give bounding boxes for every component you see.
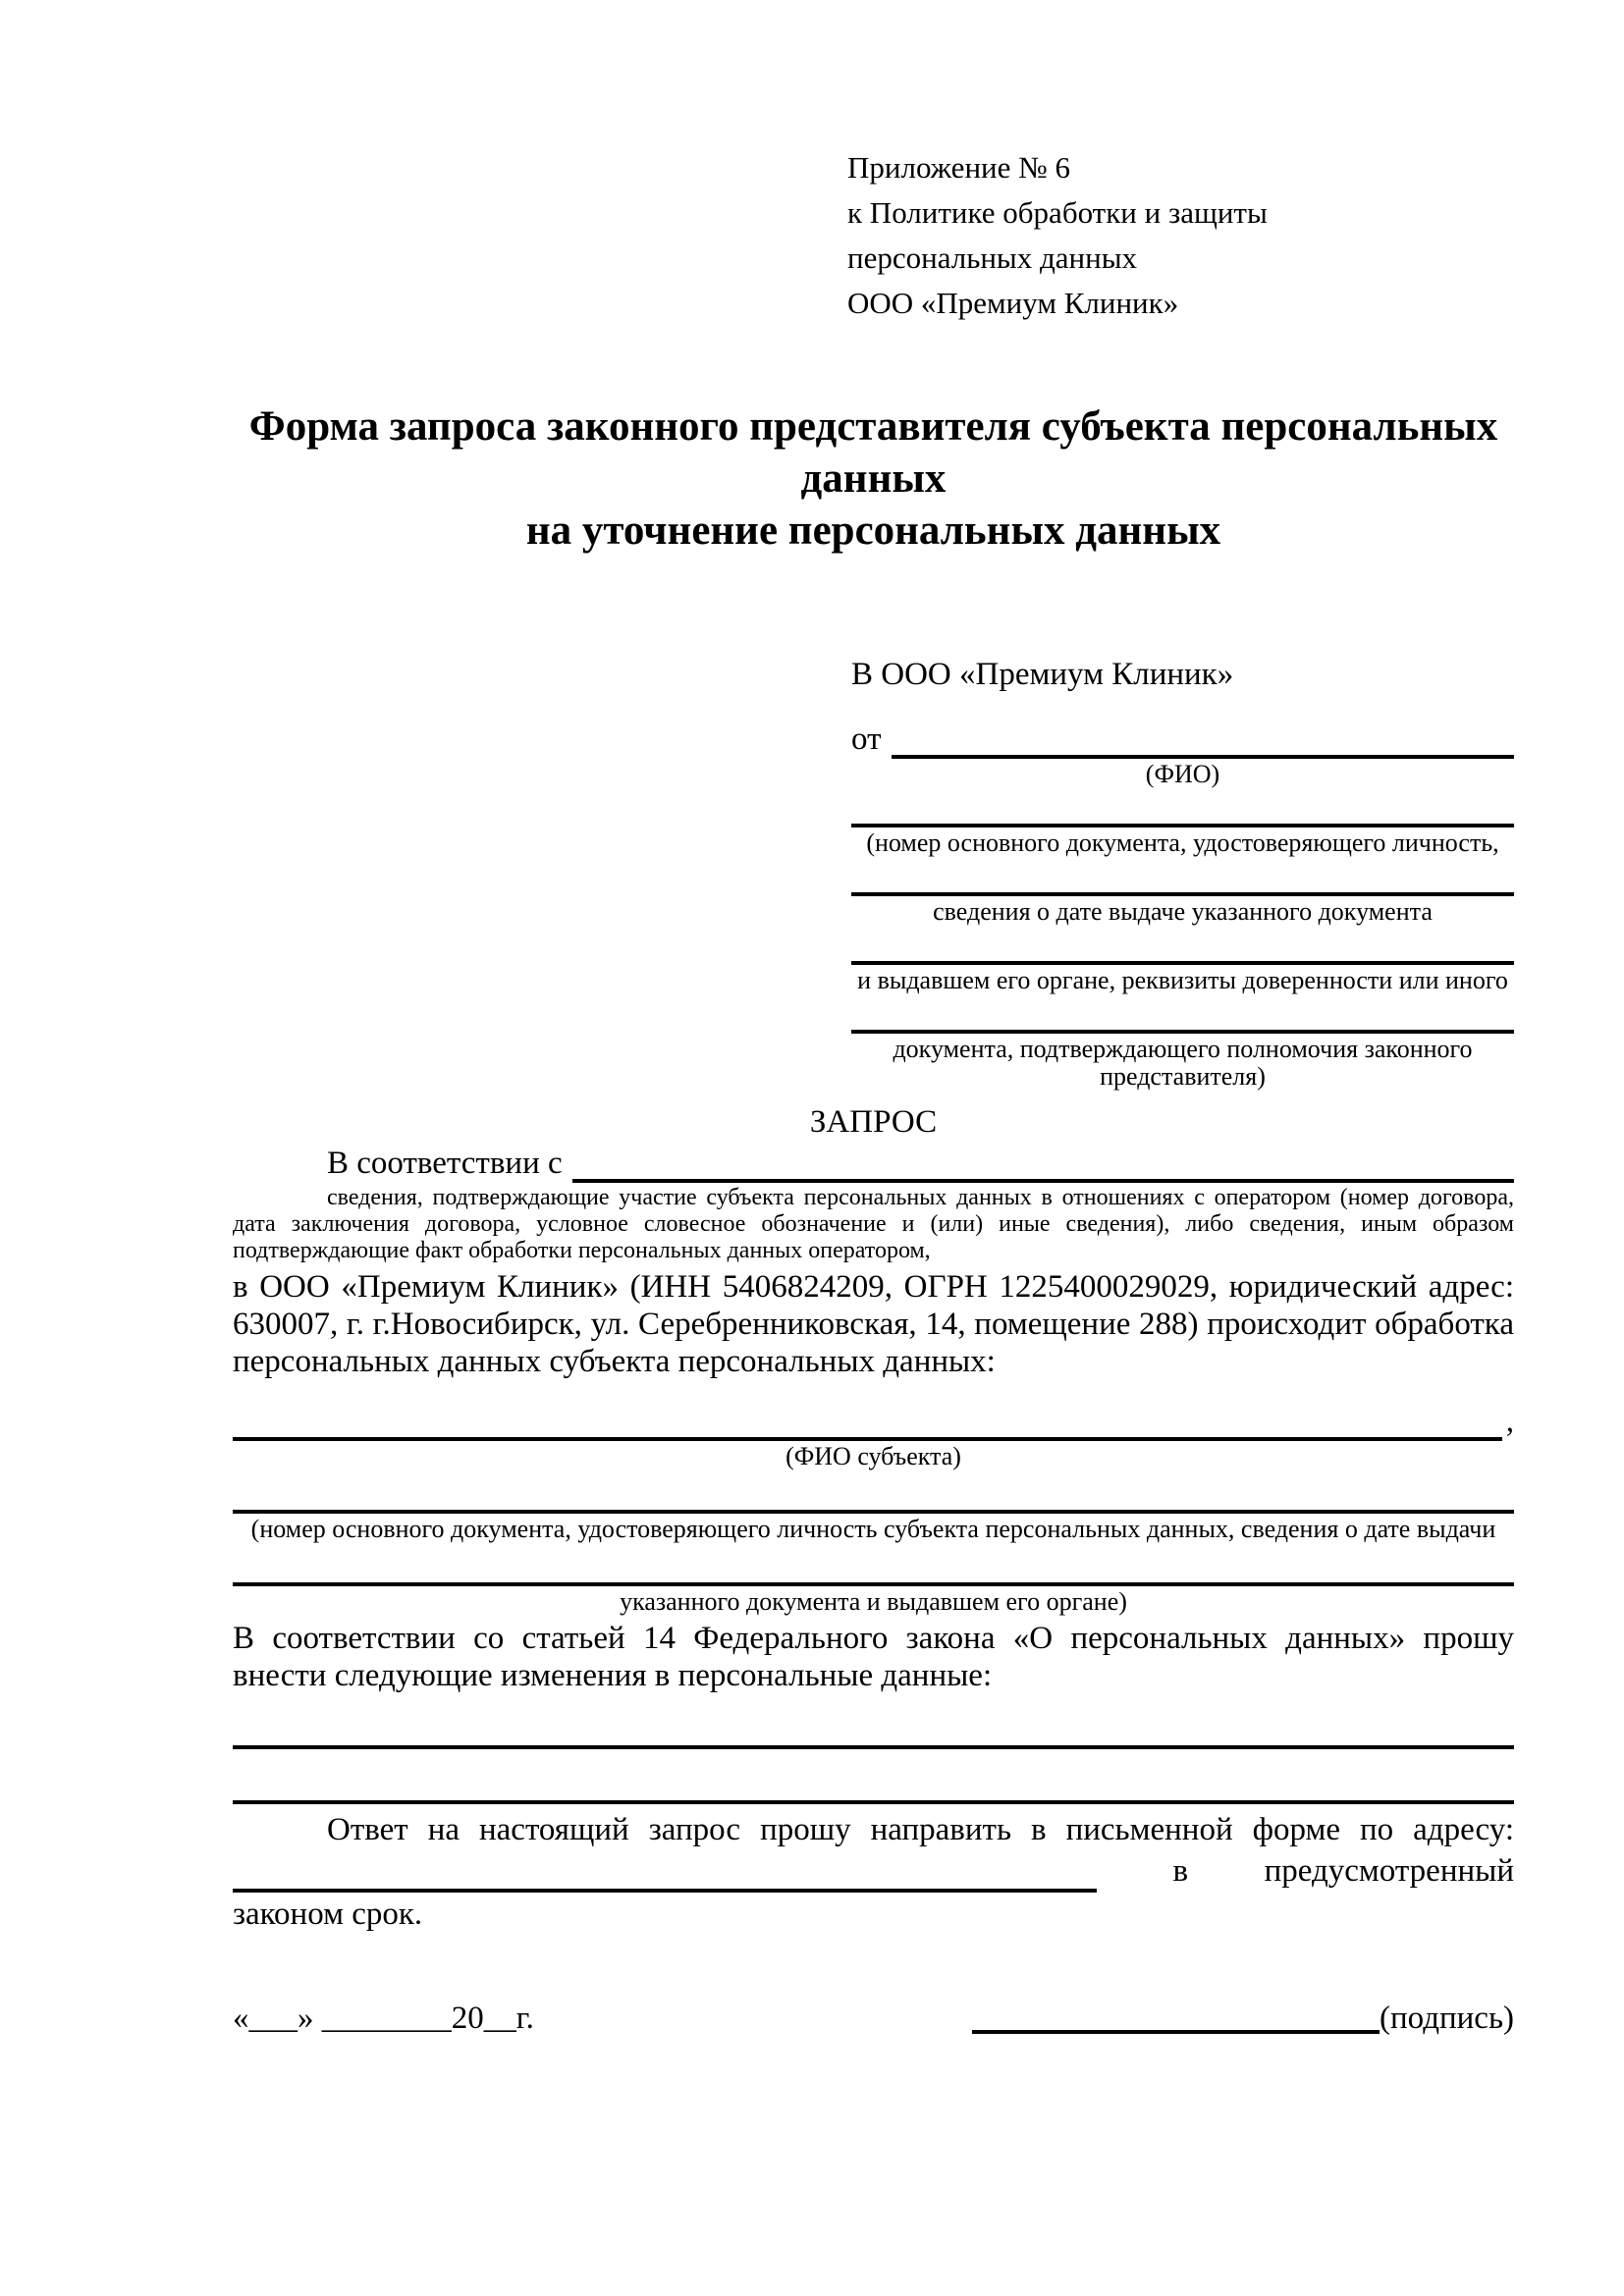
changes-fill-line-2: [233, 1749, 1514, 1804]
issue-date-field: [851, 857, 1514, 926]
document-title-line1: Форма запроса законного представителя субъекта персональных данных: [248, 403, 1498, 502]
issue-date-fill-line: [851, 857, 1514, 896]
response-word2: предусмотренный: [1264, 1853, 1514, 1889]
accordance-row: [233, 1144, 1514, 1183]
issuing-authority-caption: и выдавшем его органе, реквизиты доверенности или иного: [857, 966, 1508, 994]
subject-issuer-field: [233, 1543, 1514, 1616]
date-signature-row: [233, 1997, 1514, 2040]
date-blank: «___» ________20__г.: [233, 2001, 534, 2036]
response-address-row: [233, 1849, 1514, 1893]
request-heading: ЗАПРОС: [809, 1104, 938, 1140]
operator-paragraph: в ООО «Премиум Клиник» (ИНН 5406824209, ОГРН 1225400029029, юридический адрес: 630007, г. г.Новосибирск, ул. Серебренниковская, 14, помещение 288) происходит обработка персональных данных субъекта персональных данных:: [233, 1269, 1514, 1379]
from-label: от: [851, 721, 882, 757]
appendix-line: персональных данных: [847, 240, 1138, 275]
power-of-attorney-fill-line: [851, 994, 1514, 1034]
power-of-attorney-caption: документа, подтверждающего полномочия законного представителя): [893, 1035, 1473, 1091]
trailing-comma: ,: [1505, 1404, 1514, 1439]
power-of-attorney-field: [851, 994, 1514, 1091]
accordance-fill-line: [572, 1144, 1514, 1183]
address-fill-line: [233, 1849, 1097, 1893]
subject-document-caption: (номер основного документа, удостоверяющего личность субъекта персональных данных, сведения о дате выдачи: [250, 1515, 1496, 1543]
appendix-line: Приложение № 6: [847, 150, 1070, 185]
document-number-caption: (номер основного документа, удостоверяющего личность,: [866, 828, 1499, 857]
document-number-fill-line: [851, 788, 1514, 828]
addressee-from-row: [851, 720, 1514, 759]
addressee-to: В ООО «Премиум Клиник»: [851, 657, 1234, 692]
fio-fill-line: [892, 720, 1515, 759]
appendix-header: [847, 0, 1514, 326]
response-line1: Ответ на настоящий запрос прошу направить в письменной форме по адресу:: [327, 1812, 1514, 1847]
addressee-block: [851, 655, 1514, 1091]
document-title-line2: на уточнение персональных данных: [525, 507, 1221, 554]
issuing-authority-field: [851, 926, 1514, 994]
subject-document-field: [233, 1470, 1514, 1543]
subject-fio-caption: (ФИО субъекта): [785, 1442, 961, 1470]
issuing-authority-fill-line: [851, 926, 1514, 965]
response-word1: в: [1172, 1853, 1189, 1889]
subject-fio-fill-line: [233, 1402, 1502, 1441]
signature-caption: (подпись): [1380, 2001, 1514, 2036]
appendix-line: к Политике обработки и защиты: [847, 195, 1268, 230]
basis-caption: сведения, подтверждающие участие субъекта персональных данных в отношениях с оператором (номер договора, дата заключения договора, условное словесное обозначение и (или) иные сведения), либо сведения, иным образом подтверждающие факт обработки персональных данных оператором,: [233, 1185, 1514, 1263]
signature-area: [972, 1997, 1514, 2040]
accordance-lead: В соответствии с: [327, 1146, 563, 1181]
changes-fill-line-1: [233, 1694, 1514, 1749]
fio-caption: (ФИО): [1145, 760, 1220, 788]
subject-issuer-fill-line: [233, 1543, 1514, 1586]
subject-document-fill-line: [233, 1470, 1514, 1514]
document-number-field: [851, 788, 1514, 857]
response-line3: законом срок.: [233, 1896, 423, 1932]
article-paragraph: В соответствии со статьей 14 Федерального закона «О персональных данных» прошу внести следующие изменения в персональные данные:: [233, 1621, 1514, 1693]
appendix-line: ООО «Премиум Клиник»: [847, 286, 1179, 320]
signature-fill-line: [972, 1997, 1380, 2034]
subject-issuer-caption: указанного документа и выдавшем его органе): [620, 1587, 1127, 1616]
document-title: [233, 400, 1514, 557]
issue-date-caption: сведения о дате выдаче указанного документа: [933, 897, 1433, 926]
subject-fio-row: [233, 1402, 1514, 1441]
